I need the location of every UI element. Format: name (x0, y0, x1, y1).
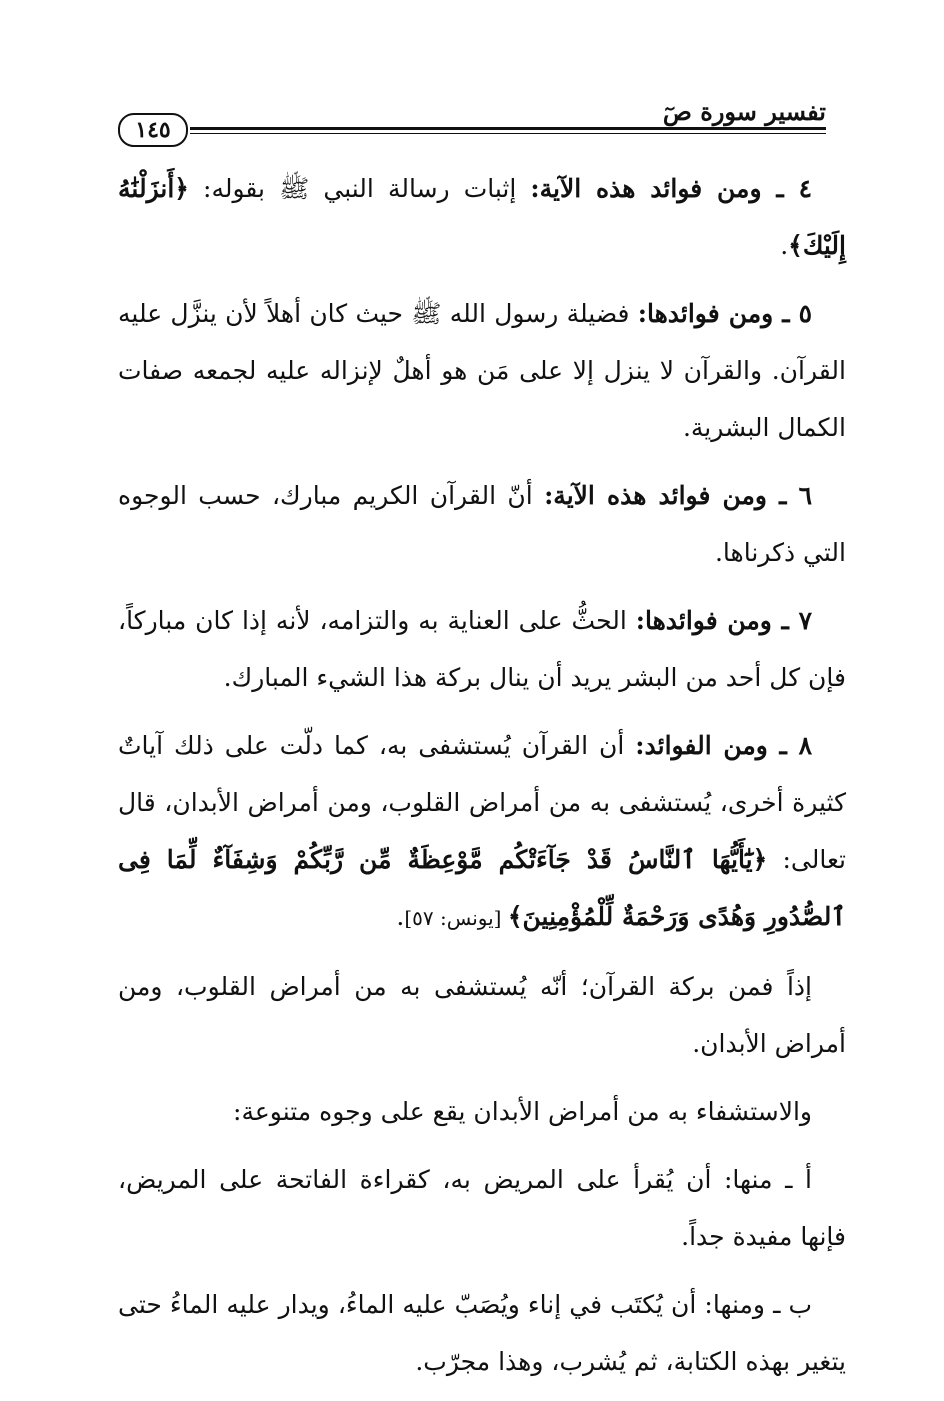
benefit-8-paragraph (118, 717, 846, 947)
benefit-8-tail: . (396, 902, 405, 931)
benefit-8-text: أن القرآن يُستشفى به، كما دلّت على ذلك آياتٌ كثيرة أخرى، يُستشفى به من أمراض القلوب، ومن أمراض الأبدان، قال تعالى: (118, 731, 846, 874)
healing-methods-intro-text: والاستشفاء به من أمراض الأبدان يقع على وجوه متنوعة: (233, 1097, 812, 1126)
benefit-4-lead: ٤ ـ ومن فوائد هذه الآية: (530, 174, 812, 203)
benefit-4-paragraph (118, 160, 846, 274)
benefit-7-text: الحثُّ على العناية به والتزامه، لأنه إذا كان مباركاً، فإن كل أحد من البشر يريد أن ينال بركة هذا الشيء المبارك. (118, 606, 846, 692)
method-b-text: ب ـ ومنها: أن يُكتَب في إناء ويُصَبّ عليه الماءُ، ويدار عليه الماءُ حتى يتغير بهذه الكتابة، ثم يُشرب، وهذا مجرّب. (118, 1290, 846, 1376)
benefit-7-lead: ٧ ـ ومن فوائدها: (635, 606, 812, 635)
benefit-8-lead: ٨ ـ ومن الفوائد: (635, 731, 812, 760)
benefit-8-quran-quote: ﴿يَٰٓأَيُّهَا ٱلنَّاسُ قَدْ جَآءَتْكُم مَّوْعِظَةٌ مِّن رَّبِّكُمْ وَشِفَآءٌ لِّمَا فِى ٱلصُّدُورِ وَهُدًى وَرَحْمَةٌ لِّلْمُؤْمِنِينَ﴾ (118, 845, 846, 931)
benefit-6-paragraph (118, 467, 846, 581)
benefit-4-tail: . (780, 231, 789, 260)
benefit-4-text: إثبات رسالة النبي ﷺ بقوله: (188, 174, 531, 203)
benefit-8-verse-reference: [يونس: ٥٧] (404, 906, 508, 930)
benefit-5-text: فضيلة رسول الله ﷺ حيث كان أهلاً لأن ينزَّل عليه القرآن. والقرآن لا ينزل إلا على مَن هو أهلٌ لإنزاله عليه لجمعه صفات الكمال البشرية. (118, 299, 846, 442)
page-header (118, 95, 826, 145)
method-b-paragraph (118, 1276, 846, 1390)
benefit-4-quran-quote: ﴿أَنزَلْنَٰهُ إِلَيْكَ﴾ (118, 174, 846, 260)
benefit-6-lead: ٦ ـ ومن فوائد هذه الآية: (544, 481, 812, 510)
summary-text: إذاً فمن بركة القرآن؛ أنّه يُستشفى به من أمراض القلوب، ومن أمراض الأبدان. (118, 972, 846, 1058)
healing-methods-intro (118, 1083, 846, 1140)
method-a-text: أ ـ منها: أن يُقرأ على المريض به، كقراءة الفاتحة على المريض، فإنها مفيدة جداً. (118, 1165, 846, 1251)
running-title: تفسير سورة صٓ (662, 97, 826, 126)
benefit-5-paragraph (118, 285, 846, 456)
page-body (118, 160, 846, 1401)
method-a-paragraph (118, 1151, 846, 1265)
benefit-7-paragraph (118, 592, 846, 706)
page-number: ١٤٥ (118, 113, 188, 147)
summary-paragraph (118, 958, 846, 1072)
benefit-6-text: أنّ القرآن الكريم مبارك، حسب الوجوه التي ذكرناها. (118, 481, 846, 567)
benefit-5-lead: ٥ ـ ومن فوائدها: (637, 299, 812, 328)
header-rule (190, 127, 826, 134)
